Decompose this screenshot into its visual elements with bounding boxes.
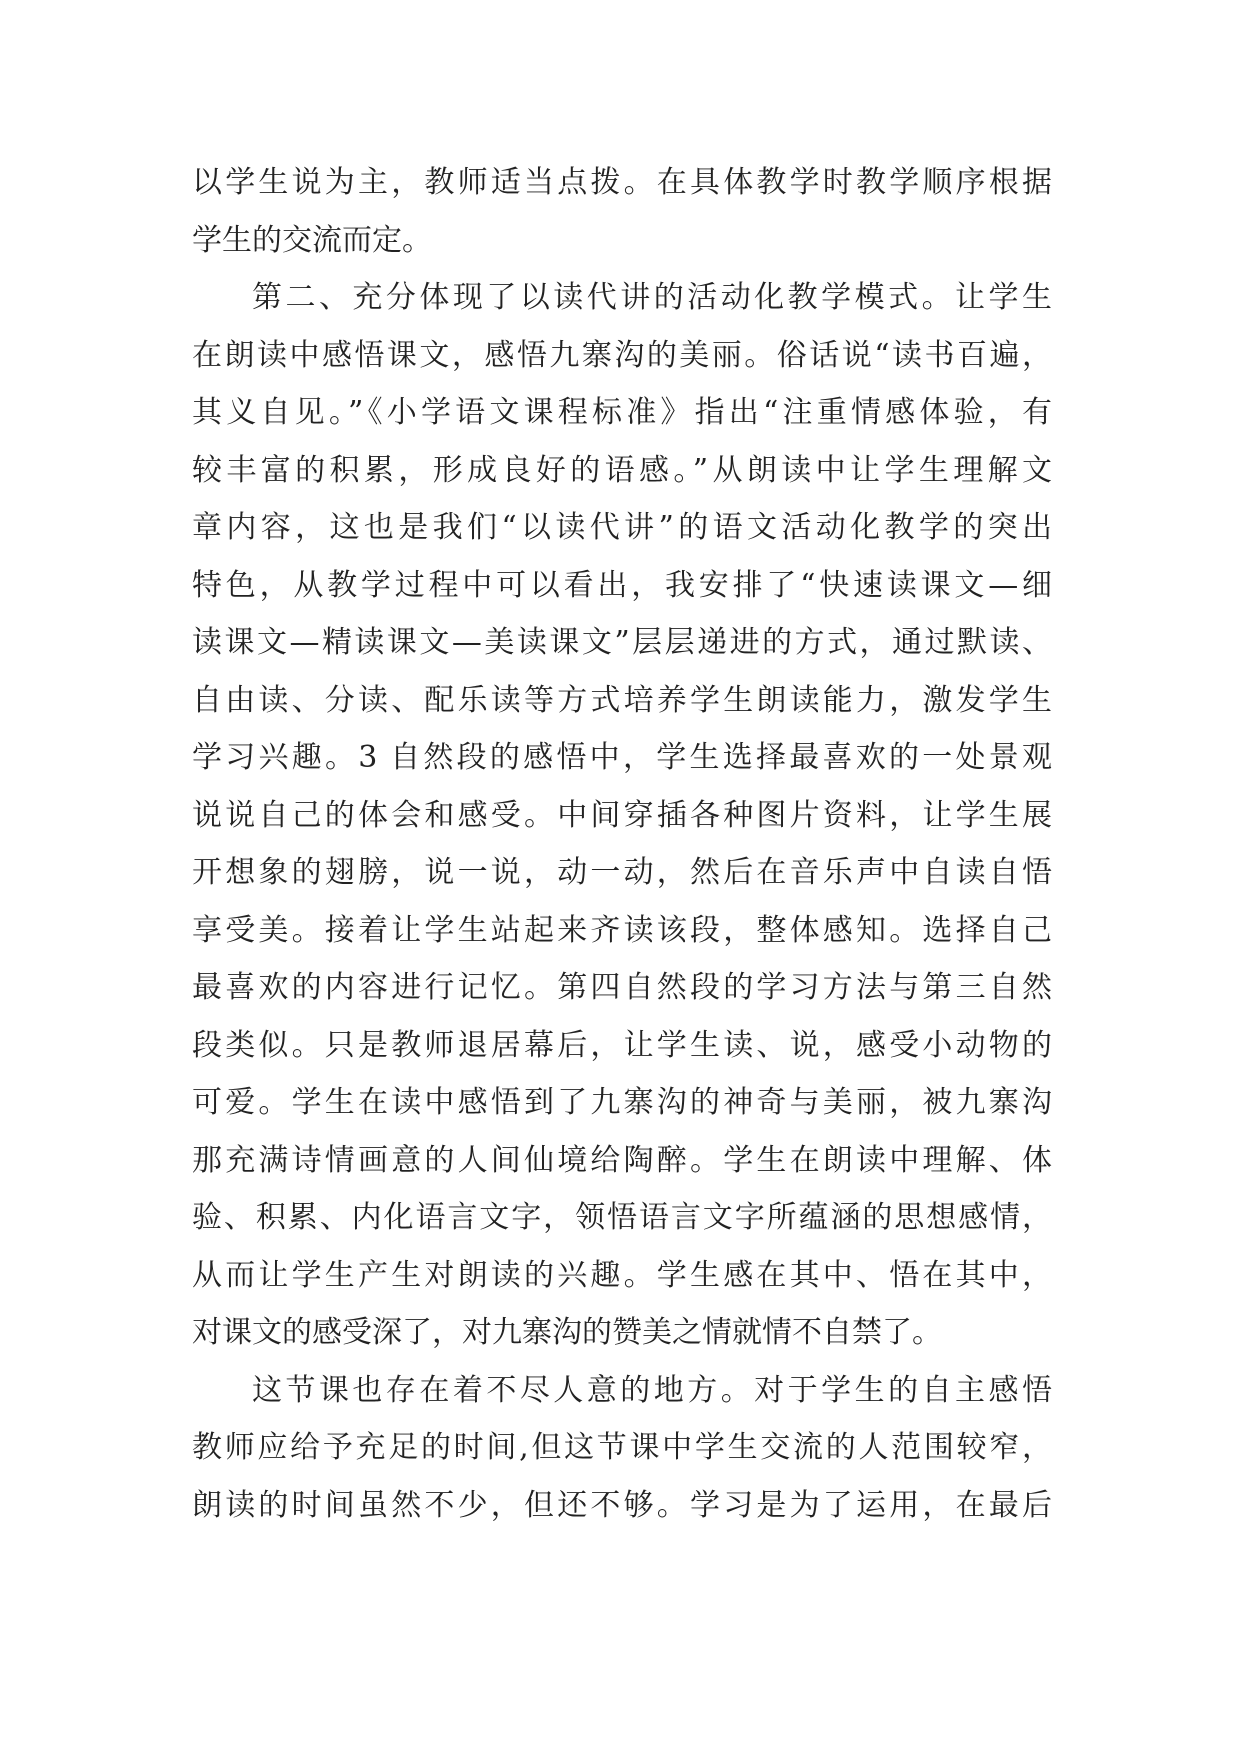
text-line: 朗读的时间虽然不少，但还不够。学习是为了运用，在最后 <box>192 1487 1052 1523</box>
text-line: 其义自见。”《小学语文课程标准》指出“注重情感体验，有 <box>192 395 1052 430</box>
text-line: 第二、充分体现了以读代讲的活动化教学模式。让学生 <box>252 280 1052 315</box>
text-line: 那充满诗情画意的人间仙境给陶醉。学生在朗读中理解、体 <box>192 1142 1052 1178</box>
text-line: 自由读、分读、配乐读等方式培养学生朗读能力，激发学生 <box>192 682 1052 718</box>
text-line: 段类似。只是教师退居幕后，让学生读、说，感受小动物的 <box>192 1027 1052 1063</box>
text-line: 最喜欢的内容进行记忆。第四自然段的学习方法与第三自然 <box>192 970 1052 1005</box>
text-line: 在朗读中感悟课文，感悟九寨沟的美丽。俗话说“读书百遍， <box>192 337 1052 373</box>
text-line: 验、积累、内化语言文字，领悟语言文字所蕴涵的思想感情， <box>192 1200 1052 1235</box>
text-line: 享受美。接着让学生站起来齐读该段，整体感知。选择自己 <box>192 912 1052 948</box>
text-line: 较丰富的积累，形成良好的语感。”从朗读中让学生理解文 <box>192 452 1052 488</box>
text-line: 开想象的翅膀，说一说，动一动，然后在音乐声中自读自悟 <box>192 855 1052 890</box>
text-line: 学生的交流而定。 <box>192 222 432 258</box>
text-line: 学习兴趣。3 自然段的感悟中，学生选择最喜欢的一处景观 <box>192 740 1052 775</box>
text-line: 章内容，这也是我们“以读代讲”的语文活动化教学的突出 <box>192 510 1052 545</box>
text-line: 可爱。学生在读中感悟到了九寨沟的神奇与美丽，被九寨沟 <box>192 1085 1052 1120</box>
body-text <box>192 154 1052 1534</box>
text-line: 特色，从教学过程中可以看出，我安排了“快速读课文—细 <box>192 567 1052 603</box>
text-line: 教师应给予充足的时间,但这节课中学生交流的人范围较窄， <box>192 1430 1052 1465</box>
text-line: 对课文的感受深了，对九寨沟的赞美之情就情不自禁了。 <box>192 1315 942 1350</box>
text-line: 从而让学生产生对朗读的兴趣。学生感在其中、悟在其中， <box>192 1257 1052 1293</box>
text-line: 说说自己的体会和感受。中间穿插各种图片资料，让学生展 <box>192 797 1052 833</box>
text-line: 这节课也存在着不尽人意的地方。对于学生的自主感悟 <box>252 1372 1052 1408</box>
text-line: 读课文—精读课文—美读课文”层层递进的方式，通过默读、 <box>192 625 1052 660</box>
text-line: 以学生说为主，教师适当点拨。在具体教学时教学顺序根据 <box>192 165 1052 200</box>
